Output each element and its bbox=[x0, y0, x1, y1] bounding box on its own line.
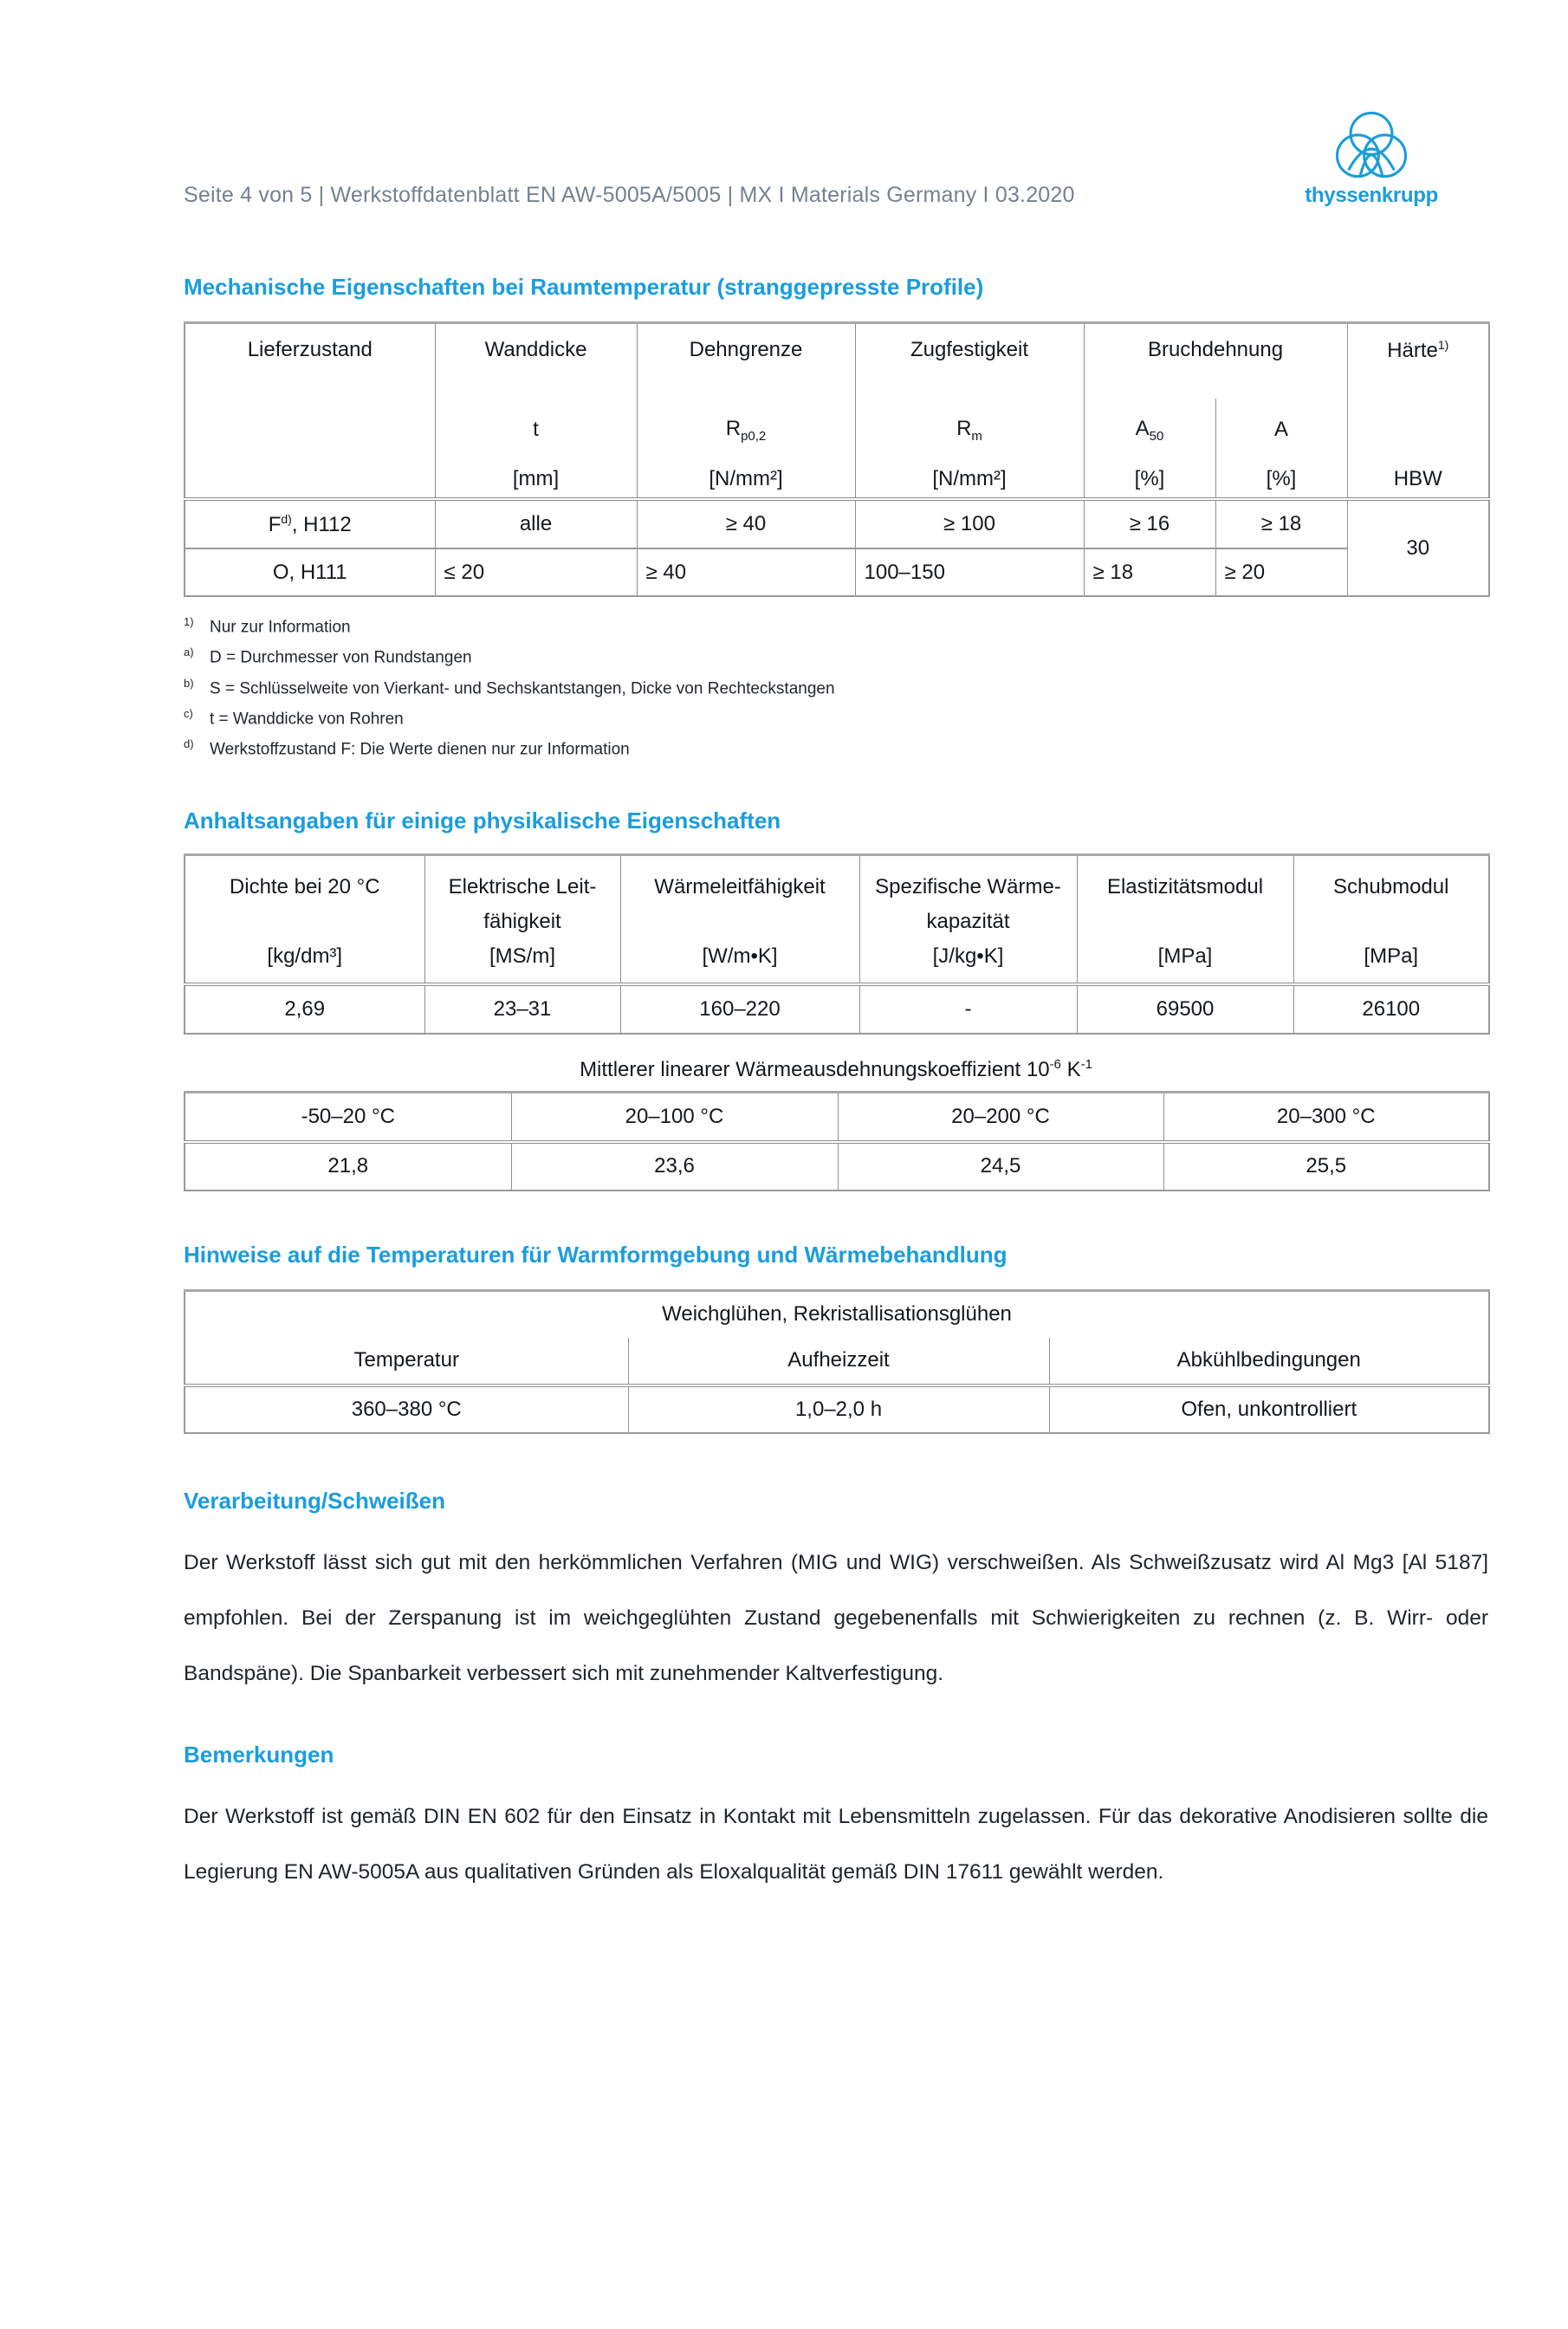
thermal-expansion-table bbox=[184, 1091, 1490, 1191]
header-cell: Lieferzustand bbox=[185, 323, 435, 399]
header-cell: Weichglühen, Rekristallisationsglühen bbox=[185, 1290, 1489, 1338]
unit-cell: [MPa] bbox=[1077, 944, 1293, 984]
header-cell: Elastizitätsmodul bbox=[1077, 854, 1293, 944]
table-symbol-row bbox=[185, 399, 1489, 461]
data-cell: 69500 bbox=[1077, 984, 1293, 1034]
header-cell: Temperatur bbox=[185, 1338, 628, 1385]
page-header bbox=[184, 111, 1438, 208]
header-cell: Aufheizzeit bbox=[628, 1338, 1049, 1385]
header-cell: 20–100 °C bbox=[511, 1092, 838, 1142]
caption-exponent: -6 bbox=[1049, 1056, 1061, 1072]
data-cell: 1,0–2,0 h bbox=[628, 1385, 1049, 1433]
footnote bbox=[184, 609, 1488, 639]
unit-cell: [kg/dm³] bbox=[185, 944, 424, 984]
unit-cell: [mm] bbox=[435, 461, 637, 499]
section-title-temperatures: Hinweise auf die Temperaturen für Warmformgebung und Wärmebehandlung bbox=[184, 1241, 1008, 1268]
data-cell: 23–31 bbox=[424, 984, 620, 1034]
symbol-cell: A bbox=[1215, 399, 1347, 461]
data-cell: Ofen, unkontrolliert bbox=[1049, 1385, 1489, 1433]
unit-cell: [W/m•K] bbox=[620, 944, 859, 984]
footnote-text: t = Wanddicke von Rohren bbox=[210, 710, 404, 729]
data-cell: ≥ 40 bbox=[637, 499, 855, 548]
header-cell: 20–300 °C bbox=[1163, 1092, 1489, 1142]
data-cell: ≥ 20 bbox=[1215, 548, 1347, 596]
caption-text: Mittlerer linearer Wärmeausdehnungskoeffizient 10 bbox=[580, 1057, 1050, 1081]
footnote-marker: 1) bbox=[184, 615, 194, 628]
haerte-label: Härte bbox=[1387, 339, 1438, 362]
data-cell: 100–150 bbox=[855, 548, 1084, 596]
unit-cell: [J/kg•K] bbox=[859, 944, 1077, 984]
footnote bbox=[184, 671, 1488, 701]
symbol-sub: m bbox=[971, 428, 982, 444]
section-title-welding: Verarbeitung/Schweißen bbox=[184, 1487, 445, 1514]
symbol-cell: t bbox=[435, 399, 637, 461]
header-cell: Zugfestigkeit bbox=[855, 323, 1084, 399]
welding-paragraph: Der Werkstoff lässt sich gut mit den herkömmlichen Verfahren (MIG und WIG) verschweißen. Als Schweißzusatz wird Al Mg3 [Al 5187] empfohlen. Bei der Zerspanung ist im weichgeglühten Zustand gegebenenfalls mit Schwierigkeiten zu rechnen (z. B. Wirr- oder Bandspäne). Die Spanbarkeit verbessert sich mit zunehmender Kaltverfestigung. bbox=[184, 1550, 1488, 1685]
header-cell: 20–200 °C bbox=[838, 1092, 1163, 1142]
footnote-marker: c) bbox=[184, 706, 193, 720]
section-title-mechanical: Mechanische Eigenschaften bei Raumtemperatur (stranggepresste Profile) bbox=[184, 274, 984, 300]
data-cell: ≤ 20 bbox=[435, 548, 637, 596]
header-cell: Wärmeleitfähigkeit bbox=[620, 854, 859, 944]
header-cell: Dehngrenze bbox=[637, 323, 855, 399]
data-cell: ≥ 16 bbox=[1084, 499, 1215, 548]
footnote bbox=[184, 701, 1488, 731]
table-unit-row bbox=[185, 944, 1489, 984]
state-rest: , H112 bbox=[291, 512, 352, 536]
mechanical-properties-table bbox=[184, 321, 1490, 597]
unit-cell: [%] bbox=[1215, 461, 1347, 499]
logo-wordmark: thyssenkrupp bbox=[1305, 184, 1438, 207]
footnotes bbox=[184, 609, 1488, 762]
table-row bbox=[185, 984, 1489, 1034]
symbol-cell bbox=[855, 399, 1084, 461]
table-row bbox=[185, 1385, 1489, 1433]
document-content bbox=[184, 274, 1488, 1900]
data-cell: ≥ 18 bbox=[1084, 548, 1215, 596]
data-cell: ≥ 40 bbox=[637, 548, 855, 596]
footnote-marker: a) bbox=[184, 646, 194, 659]
unit-cell: [N/mm²] bbox=[855, 461, 1084, 499]
data-cell: O, H111 bbox=[185, 548, 435, 596]
header-cell: Elektrische Leit- fähigkeit bbox=[424, 854, 620, 944]
header-cell bbox=[1347, 323, 1489, 399]
table-span-header-row bbox=[185, 1290, 1489, 1338]
symbol-sub: 50 bbox=[1149, 428, 1164, 444]
header-cell: Spezifische Wärme- kapazität bbox=[859, 854, 1077, 944]
thyssenkrupp-logo bbox=[1305, 111, 1438, 208]
haerte-footnote-ref: 1) bbox=[1437, 338, 1449, 352]
symbol-main: R bbox=[725, 416, 742, 440]
unit-cell bbox=[185, 461, 435, 499]
data-cell: ≥ 100 bbox=[855, 499, 1084, 548]
footnote-marker: b) bbox=[184, 676, 194, 690]
footnote-text: Nur zur Information bbox=[210, 618, 351, 637]
section-title-remarks: Bemerkungen bbox=[184, 1741, 334, 1768]
data-cell: 23,6 bbox=[511, 1142, 838, 1190]
unit-cell: HBW bbox=[1347, 461, 1489, 499]
data-cell: 26100 bbox=[1293, 984, 1489, 1034]
table-header-row bbox=[185, 1092, 1489, 1142]
data-cell: 25,5 bbox=[1163, 1142, 1489, 1190]
data-cell: 24,5 bbox=[838, 1142, 1163, 1190]
header-cell: Dichte bei 20 °C bbox=[185, 854, 424, 944]
symbol-cell bbox=[185, 399, 435, 461]
table-row bbox=[185, 499, 1489, 548]
symbol-cell bbox=[1347, 399, 1489, 461]
footnote-text: D = Durchmesser von Rundstangen bbox=[210, 648, 472, 667]
header-cell: Wanddicke bbox=[435, 323, 637, 399]
header-cell: -50–20 °C bbox=[185, 1092, 511, 1142]
symbol-main: A bbox=[1135, 416, 1150, 440]
thyssenkrupp-logo-icon bbox=[1328, 111, 1415, 180]
state-footnote-ref: d) bbox=[281, 511, 292, 526]
data-cell: 30 bbox=[1347, 499, 1489, 596]
footnote-marker: d) bbox=[184, 737, 194, 751]
table-row bbox=[185, 1142, 1489, 1190]
unit-cell: [MS/m] bbox=[424, 944, 620, 984]
data-cell: ≥ 18 bbox=[1215, 499, 1347, 548]
data-cell: alle bbox=[435, 499, 637, 548]
symbol-main: R bbox=[956, 416, 972, 440]
table-header-row bbox=[185, 854, 1489, 944]
header-cell: Abkühlbedingungen bbox=[1049, 1338, 1489, 1385]
unit-cell: [N/mm²] bbox=[637, 461, 855, 499]
symbol-sub: p0,2 bbox=[741, 428, 767, 444]
symbol-cell bbox=[637, 399, 855, 461]
section-title-physical: Anhaltsangaben für einige physikalische Eigenschaften bbox=[184, 807, 781, 834]
footnote-text: Werkstoffzustand F: Die Werte dienen nur zur Information bbox=[210, 740, 630, 759]
header-cell: Schubmodul bbox=[1293, 854, 1489, 944]
page-header-text: Seite 4 von 5 | Werkstoffdatenblatt EN AW-5005A/5005 | MX I Materials Germany I 03.2020 bbox=[184, 183, 1075, 207]
table-unit-row bbox=[185, 461, 1489, 499]
footnote bbox=[184, 639, 1488, 670]
data-cell: 160–220 bbox=[620, 984, 859, 1034]
footnote bbox=[184, 731, 1488, 762]
data-cell: 2,69 bbox=[185, 984, 424, 1034]
data-cell bbox=[185, 499, 435, 548]
unit-cell: [%] bbox=[1084, 461, 1215, 499]
unit-cell: [MPa] bbox=[1293, 944, 1489, 984]
remarks-paragraph: Der Werkstoff ist gemäß DIN EN 602 für den Einsatz in Kontakt mit Lebensmitteln zugelassen. Für das dekorative Anodisieren sollte die Legierung EN AW-5005A aus qualitativen Gründen als Eloxalqualität gemäß DIN 17611 gewählt werden. bbox=[184, 1804, 1488, 1884]
data-cell: - bbox=[859, 984, 1077, 1034]
table-header-row bbox=[185, 323, 1489, 399]
caption-text: K bbox=[1060, 1057, 1081, 1081]
table-row bbox=[185, 548, 1489, 596]
data-cell: 360–380 °C bbox=[185, 1385, 628, 1433]
table-header-row bbox=[185, 1338, 1489, 1385]
header-cell: Bruchdehnung bbox=[1084, 323, 1347, 399]
state-main: F bbox=[268, 512, 282, 536]
heat-treatment-table bbox=[184, 1289, 1490, 1434]
caption-exponent: -1 bbox=[1080, 1056, 1092, 1072]
physical-properties-table bbox=[184, 853, 1490, 1035]
data-cell: 21,8 bbox=[185, 1142, 511, 1190]
footnote-text: S = Schlüsselweite von Vierkant- und Sechskantstangen, Dicke von Rechteckstangen bbox=[210, 678, 835, 697]
expansion-caption bbox=[184, 1057, 1488, 1082]
symbol-cell bbox=[1084, 399, 1215, 461]
